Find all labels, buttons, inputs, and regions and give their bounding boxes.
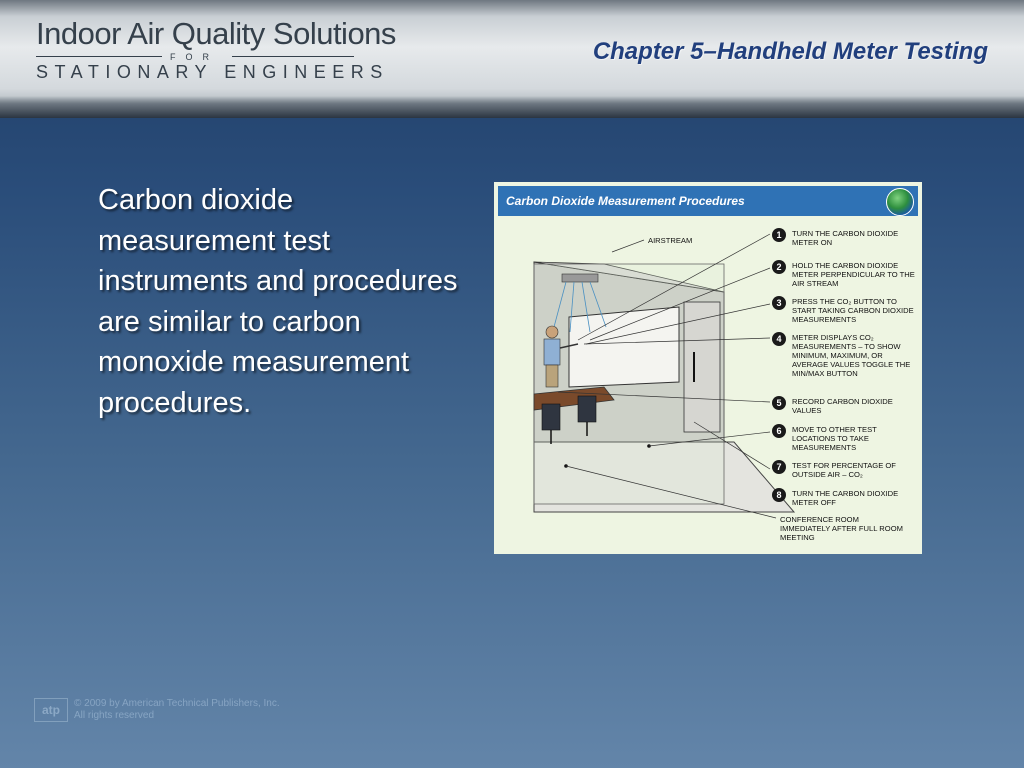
step-text: TEST FOR PERCENTAGE OF OUTSIDE AIR – CO₂ [792, 461, 896, 479]
logo-title: Indoor Air Quality Solutions [36, 16, 396, 51]
step-number: 8 [772, 488, 786, 502]
step-number: 1 [772, 228, 786, 242]
figure-title: Carbon Dioxide Measurement Procedures [506, 194, 745, 208]
step-number: 2 [772, 260, 786, 274]
step-text: PRESS THE CO₂ BUTTON TO START TAKING CARBON DIOXIDE MEASUREMENTS [792, 297, 914, 324]
step-number: 4 [772, 332, 786, 346]
airstream-label: AIRSTREAM [648, 236, 693, 245]
copyright-line2: All rights reserved [74, 710, 155, 721]
procedure-figure [494, 182, 922, 554]
step-number: 3 [772, 296, 786, 310]
logo-for: FOR [170, 52, 219, 62]
chapter-title: Chapter 5–Handheld Meter Testing [592, 38, 988, 65]
copyright-line1: © 2009 by American Technical Publishers, Inc. [74, 698, 280, 709]
step-number: 6 [772, 424, 786, 438]
step-number: 7 [772, 460, 786, 474]
slide-header [0, 0, 1024, 118]
step-text: TURN THE CARBON DIOXIDE METER ON [792, 229, 899, 247]
logo-subtitle: STATIONARY ENGINEERS [36, 62, 389, 82]
logo-rule-left [36, 56, 162, 57]
step-text: TURN THE CARBON DIOXIDE METER OFF [792, 489, 899, 507]
step-text: RECORD CARBON DIOXIDE VALUES [792, 397, 893, 415]
step-text: HOLD THE CARBON DIOXIDE METER PERPENDICULAR TO THE AIR STREAM [792, 261, 915, 288]
logo-rule-right [232, 56, 354, 57]
step-number: 5 [772, 396, 786, 410]
conference-room-label: CONFERENCE ROOM IMMEDIATELY AFTER FULL ROOM MEETING [780, 515, 903, 542]
atp-logo: atp [34, 698, 68, 722]
step-text: METER DISPLAYS CO₂ MEASUREMENTS – TO SHOW MINIMUM, MAXIMUM, OR AVERAGE VALUES TOGGLE THE MIN/MAX BUTTON [792, 333, 911, 378]
body-text: Carbon dioxide measurement test instruments and procedures are similar to carbon monoxide measurement procedures. [98, 184, 458, 419]
step-text: MOVE TO OTHER TEST LOCATIONS TO TAKE MEASUREMENTS [792, 425, 877, 452]
copyright [74, 698, 280, 722]
